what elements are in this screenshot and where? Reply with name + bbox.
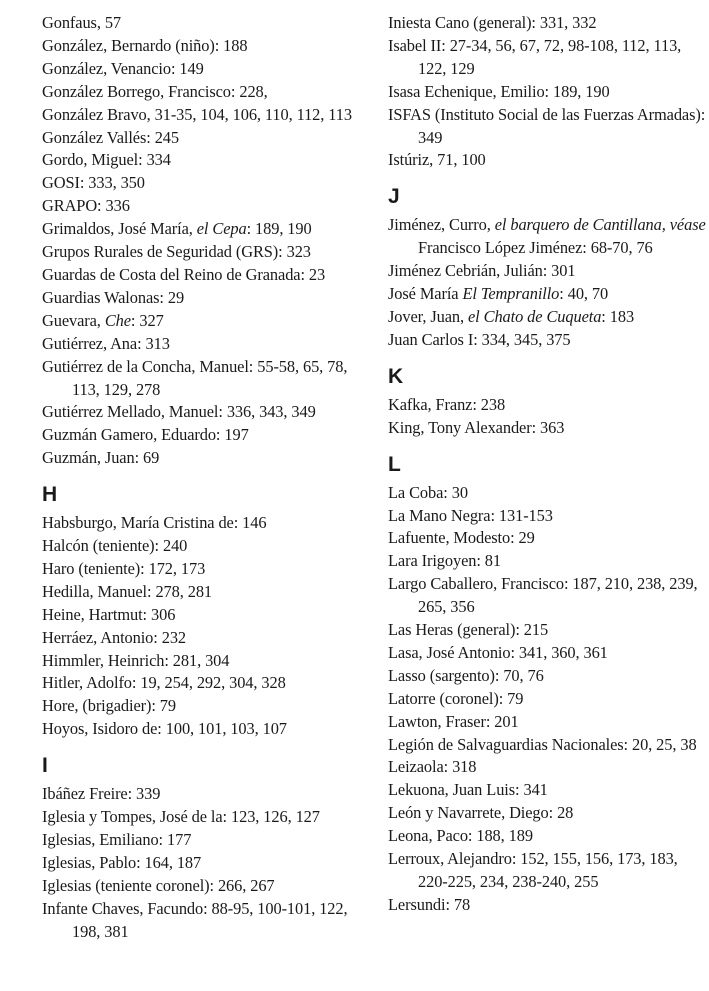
section-letter-k: K xyxy=(388,364,404,388)
index-entry: Juan Carlos I: 334, 345, 375 xyxy=(388,329,571,349)
index-entry: Herráez, Antonio: 232 xyxy=(42,627,187,647)
index-entry: Guevara, Che: 327 xyxy=(42,310,164,330)
index-entry: Gutiérrez de la Concha, Manuel: 55-58, 65, 78, 113, 129, 278 xyxy=(42,356,348,399)
index-entry: Isasa Echenique, Emilio: 189, 190 xyxy=(388,81,610,101)
index-entry: González, Venancio: 149 xyxy=(42,58,204,78)
index-entry: Lersundi: 78 xyxy=(388,894,471,914)
index-entry: Lara Irigoyen: 81 xyxy=(388,551,501,571)
index-entry: Kafka, Franz: 238 xyxy=(388,394,506,414)
index-entry: Guardias Walonas: 29 xyxy=(42,287,185,307)
index-entry: Hore, (brigadier): 79 xyxy=(42,696,176,716)
index-entry: José María El Tempranillo: 40, 70 xyxy=(388,284,609,304)
index-entry: González Borrego, Francisco: 228, xyxy=(42,81,268,101)
index-entry: Iglesias, Emiliano: 177 xyxy=(42,830,192,849)
index-entry: González, Bernardo (niño): 188 xyxy=(42,35,248,55)
index-entry: ISFAS (Instituto Social de las Fuerzas Armadas): 349 xyxy=(388,104,706,147)
index-entry: Lasa, José Antonio: 341, 360, 361 xyxy=(388,642,608,662)
index-entry: La Mano Negra: 131-153 xyxy=(388,505,553,525)
index-entry: Gonfaus, 57 xyxy=(42,13,122,32)
index-entry: Lerroux, Alejandro: 152, 155, 156, 173, 183, 220-225, 234, 238-240, 255 xyxy=(388,849,678,891)
index-entry: Himmler, Heinrich: 281, 304 xyxy=(42,650,230,670)
index-entry: Guardas de Costa del Reino de Granada: 23 xyxy=(42,264,326,284)
index-entry: GOSI: 333, 350 xyxy=(42,173,145,193)
index-entry: King, Tony Alexander: 363 xyxy=(388,417,565,437)
index-entry: Infante Chaves, Facundo: 88-95, 100-101, 122, 198, 381 xyxy=(42,898,348,941)
index-entry: Iglesias (teniente coronel): 266, 267 xyxy=(42,875,275,895)
index-entry: Iglesias, Pablo: 164, 187 xyxy=(42,852,202,872)
index-entry: Legión de Salvaguardias Nacionales: 20, 25, 38 xyxy=(388,734,697,754)
index-column-left xyxy=(42,12,367,944)
section-letter-h: H xyxy=(42,483,58,507)
index-entry: La Coba: 30 xyxy=(388,482,468,502)
index-entry: González Vallés: 245 xyxy=(42,127,179,147)
index-entry: Haro (teniente): 172, 173 xyxy=(42,558,206,578)
index-entry: Halcón (teniente): 240 xyxy=(42,536,188,556)
index-entry: Gutiérrez, Ana: 313 xyxy=(42,333,170,353)
index-entry: Largo Caballero, Francisco: 187, 210, 238, 239, 265, 356 xyxy=(388,574,698,617)
index-entry: Grupos Rurales de Seguridad (GRS): 323 xyxy=(42,242,311,262)
index-entry: León y Navarrete, Diego: 28 xyxy=(388,803,574,823)
index-entry: Ibáñez Freire: 339 xyxy=(42,784,161,804)
index-entry: Lekuona, Juan Luis: 341 xyxy=(388,780,548,800)
index-entry: Lafuente, Modesto: 29 xyxy=(388,528,535,548)
index-entry: Hitler, Adolfo: 19, 254, 292, 304, 328 xyxy=(42,673,286,693)
index-entry: Hoyos, Isidoro de: 100, 101, 103, 107 xyxy=(42,719,287,739)
index-entry: Istúriz, 71, 100 xyxy=(388,150,486,170)
index-entry: Lasso (sargento): 70, 76 xyxy=(388,665,544,685)
index-entry: GRAPO: 336 xyxy=(42,196,130,216)
index-entry: Guzmán Gamero, Eduardo: 197 xyxy=(42,425,249,445)
index-entry: Leizaola: 318 xyxy=(388,757,477,777)
index-entry: Las Heras (general): 215 xyxy=(388,620,549,640)
index-entry: Iniesta Cano (general): 331, 332 xyxy=(388,13,597,32)
index-entry: González Bravo, 31-35, 104, 106, 110, 112, 113 xyxy=(42,104,352,124)
index-entry: Jover, Juan, el Chato de Cuqueta: 183 xyxy=(388,306,635,326)
section-letter-i: I xyxy=(42,754,48,778)
section-letter-j: J xyxy=(388,185,400,209)
index-entry: Habsburgo, María Cristina de: 146 xyxy=(42,513,267,533)
index-entry: Isabel II: 27-34, 56, 67, 72, 98-108, 112, 113, 122, 129 xyxy=(388,35,682,78)
index-entry: Jiménez, Curro, el barquero de Cantillana, véase Francisco López Jiménez: 68-70, 76 xyxy=(388,215,706,258)
index-entry: Gutiérrez Mellado, Manuel: 336, 343, 349 xyxy=(42,402,316,422)
index-entry: Iglesia y Tompes, José de la: 123, 126, 127 xyxy=(42,807,320,827)
index-entry: Jiménez Cebrián, Julián: 301 xyxy=(388,261,576,281)
section-letter-l: L xyxy=(388,452,401,476)
index-entry: Hedilla, Manuel: 278, 281 xyxy=(42,581,213,601)
index-entry: Grimaldos, José María, el Cepa: 189, 190 xyxy=(42,219,312,239)
index-entry: Guzmán, Juan: 69 xyxy=(42,448,160,468)
index-entry: Leona, Paco: 188, 189 xyxy=(388,826,533,846)
index-entry: Gordo, Miguel: 334 xyxy=(42,150,171,170)
index-column-right xyxy=(388,12,709,917)
index-entry: Lawton, Fraser: 201 xyxy=(388,711,519,731)
index-entry: Latorre (coronel): 79 xyxy=(388,688,524,708)
index-entry: Heine, Hartmut: 306 xyxy=(42,604,176,624)
